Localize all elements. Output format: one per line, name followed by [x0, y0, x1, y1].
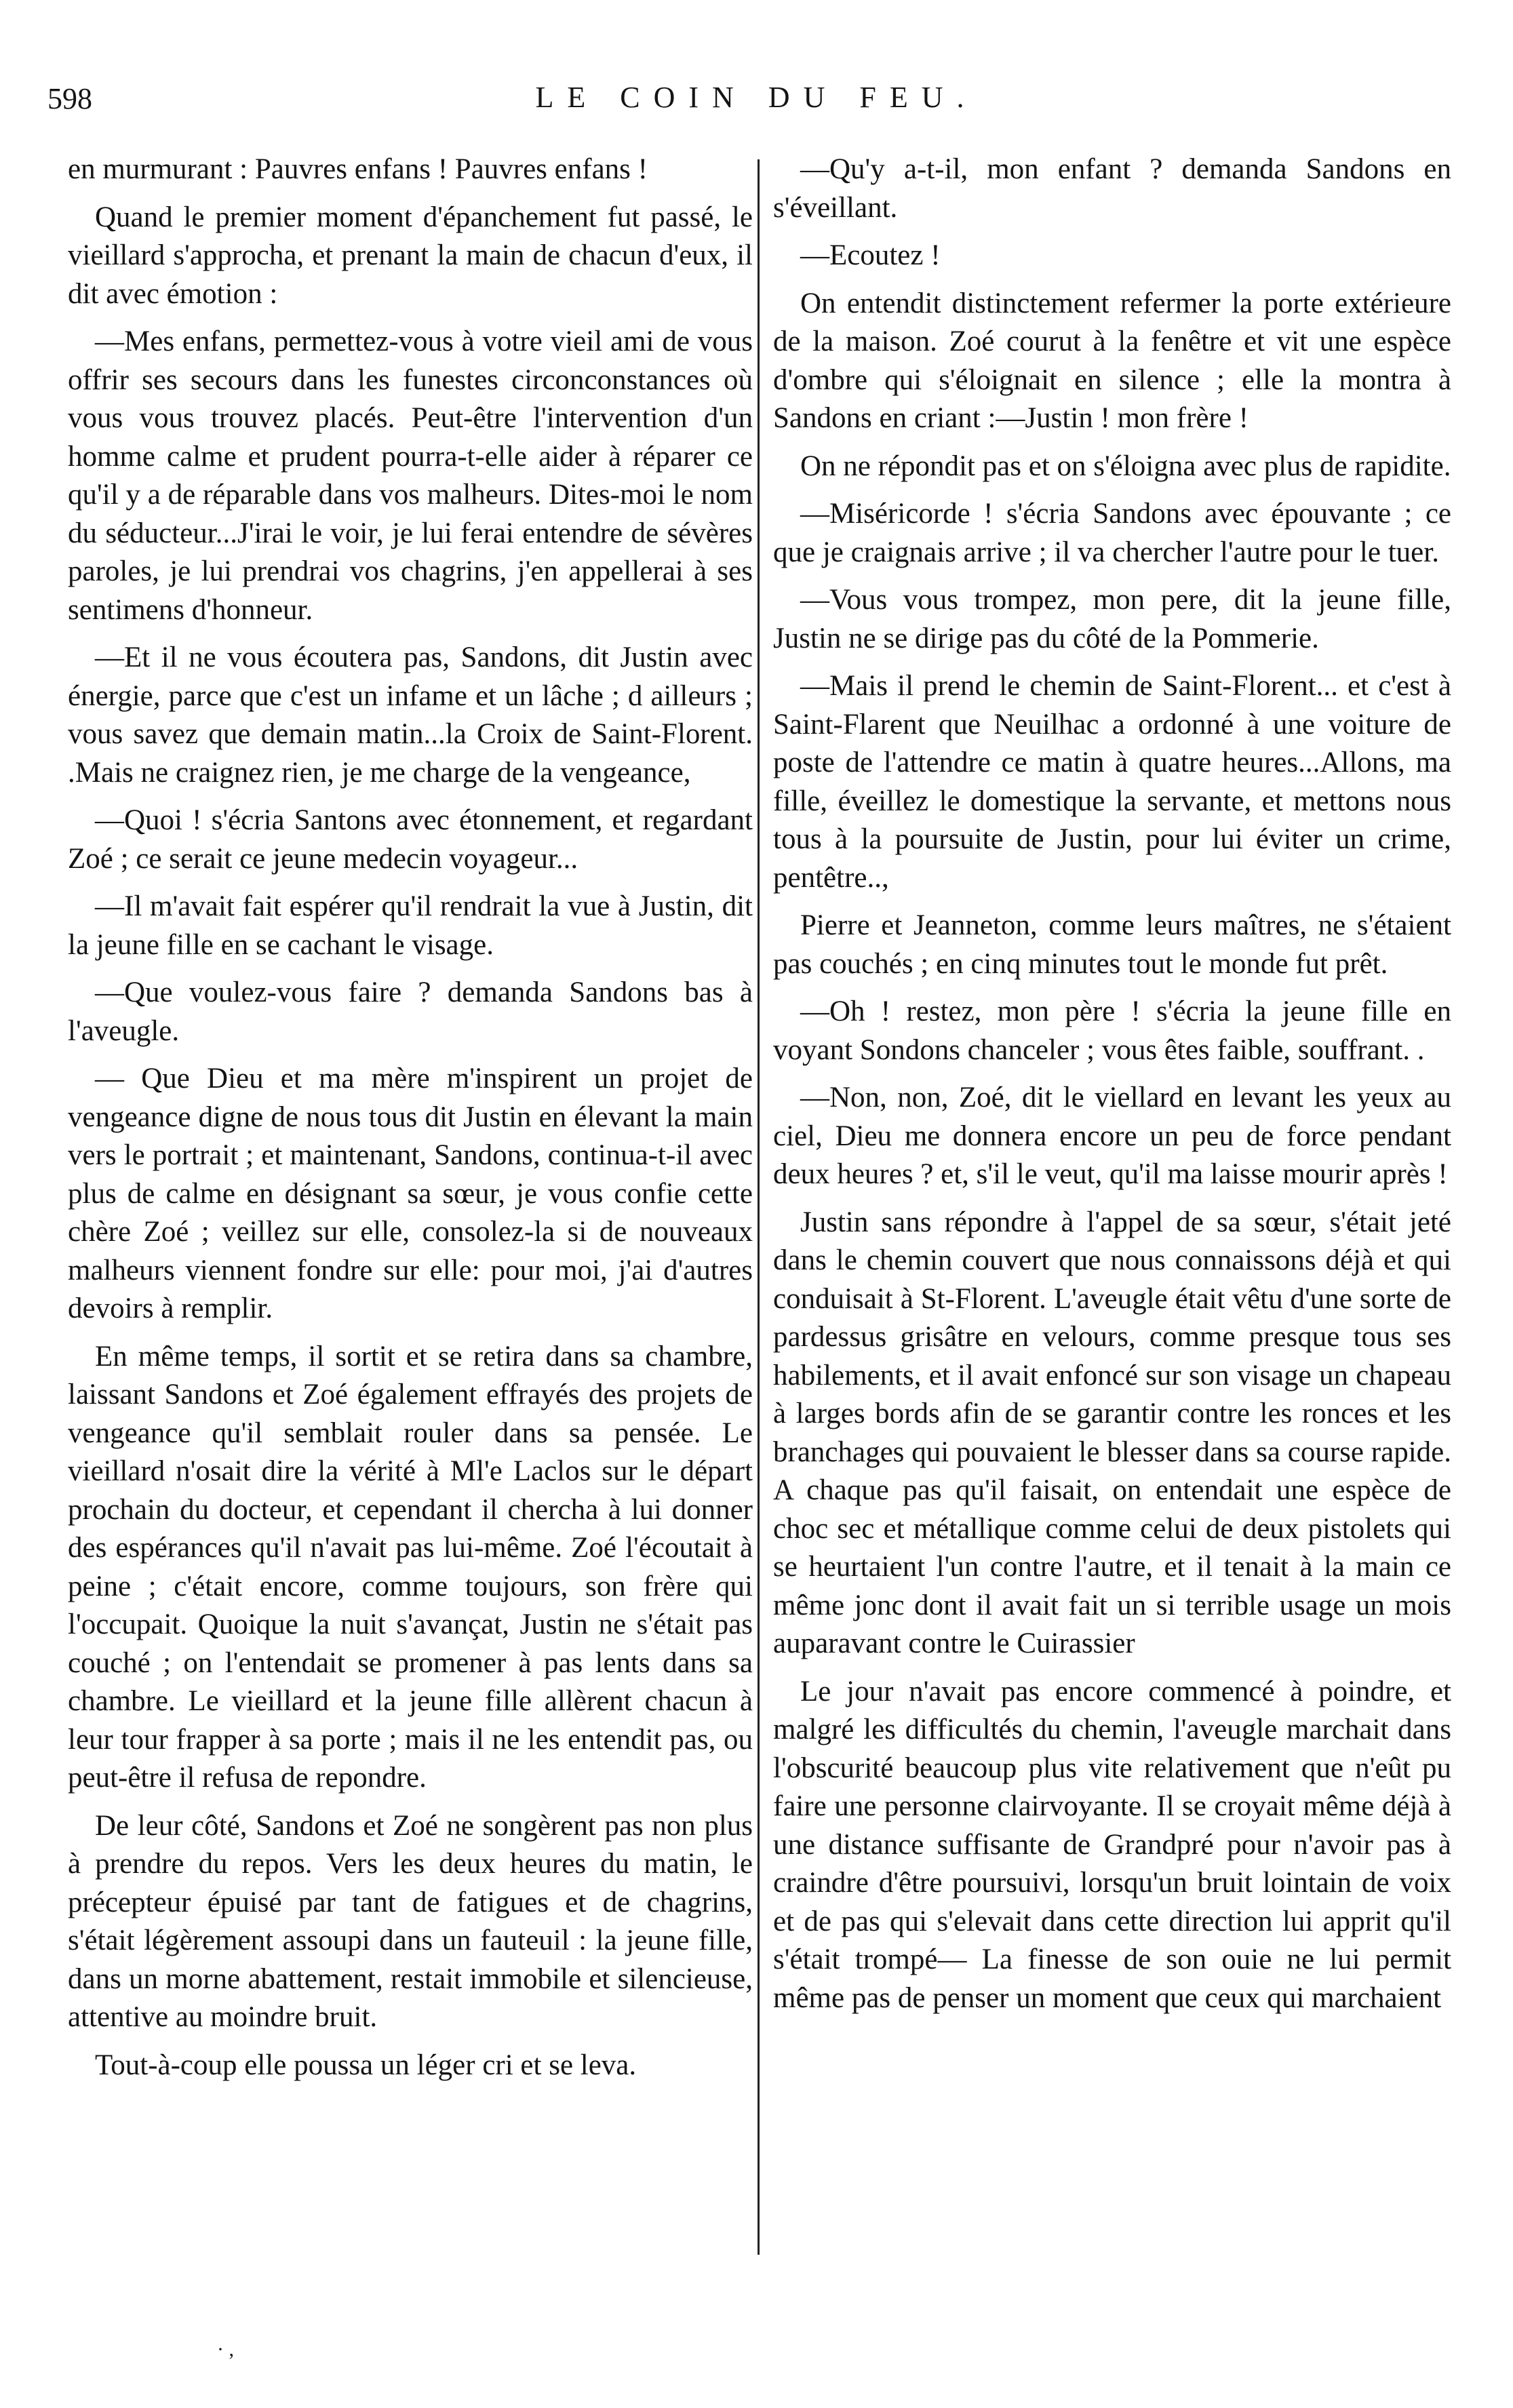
paragraph: —Oh ! restez, mon père ! s'écria la jeune fille en voyant Sondons chanceler ; vous êtes faible, souffrant. .	[773, 995, 1451, 1066]
paragraph: On entendit distinctement refermer la porte extérieure de la maison. Zoé courut à la fenêtre et vit une espèce d'ombre qui s'éloignait en silence ; elle la montra à Sandons en criant :—Justin ! mon frère !	[773, 287, 1451, 434]
paragraph: Le jour n'avait pas encore commencé à poindre, et malgré les difficultés du chemin, l'aveugle marchait dans l'obscurité beaucoup plus vite relativement que n'eût pu faire une personne clairvoyante. Il se croyait même déjà à une distance suffisante de Grandpré pour n'avoir pas à craindre d'être poursuivi, lorsqu'un bruit lointain de voix et de pas qui s'elevait dans cette direction lui apprit qu'il s'était trompé— La finesse de son ouie ne lui permit même pas de penser un moment que ceux qui marchaient	[773, 1675, 1451, 2014]
paragraph: — Que Dieu et ma mère m'inspirent un projet de vengeance digne de nous tous dit Justin en élevant la main vers le portrait ; et maintenant, Sandons, continua-t-il avec plus de calme en désignant sa sœur, je vous confie cette chère Zoé ; veillez sur elle, consolez-la si de nouveaux malheurs viennent fondre sur elle: pour moi, j'ai d'autres devoirs à remplir.	[68, 1063, 753, 1324]
paragraph: —Mes enfans, permettez-vous à votre vieil ami de vous offrir ses secours dans les funestes circonconstances où vous vous trouvez placés. Peut-être l'intervention d'un homme calme et prudent pourra-t-elle aider à réparer ce qu'il y a de réparable dans vos malheurs. Dites-moi le nom du séducteur...J'irai le voir, je lui ferai entendre de sévères paroles, je lui prendrai vos chagrins, j'en appellerai à ses sentimens d'honneur.	[68, 325, 753, 626]
paragraph: Pierre et Jeanneton, comme leurs maîtres, ne s'étaient pas couchés ; en cinq minutes tout le monde fut prêt.	[773, 909, 1451, 980]
paragraph: en murmurant : Pauvres enfans ! Pauvres enfans !	[68, 153, 648, 185]
paragraph: —Il m'avait fait espérer qu'il rendrait la vue à Justin, dit la jeune fille en se cachant le visage.	[68, 890, 753, 961]
paragraph: —Quoi ! s'écria Santons avec étonnement, et regardant Zoé ; ce serait ce jeune medecin voyageur...	[68, 804, 753, 875]
paragraph: —Et il ne vous écoutera pas, Sandons, dit Justin avec énergie, parce que c'est un infame et un lâche ; d ailleurs ; vous savez que demain matin...la Croix de Saint-Florent. .Mais ne craignez rien, je me charge de la vengeance,	[68, 642, 753, 789]
paragraph: —Ecoutez !	[800, 239, 941, 271]
paragraph: En même temps, il sortit et se retira dans sa chambre, laissant Sandons et Zoé également effrayés des projets de vengeance qu'il semblait rouler dans sa pensée. Le vieillard n'osait dire la vérité à Ml'e Laclos sur le départ prochain du docteur, et cependant il chercha à lui donner des espérances qu'il n'avait pas lui-même. Zoé l'écoutait à peine ; c'était encore, comme toujours, son frère qui l'occupait. Quoique la nuit s'avançat, Justin ne s'était pas couché ; on l'entendait se promener à pas lents dans sa chambre. Le vieillard et la jeune fille allèrent chacun à leur tour frapper à sa porte ; mais il ne les entendit pas, ou peut-être il refusa de repondre.	[68, 1340, 753, 1794]
paragraph: —Mais il prend le chemin de Saint-Florent... et c'est à Saint-Flarent que Neuilhac a ordonné à une voiture de poste de l'attendre ce matin à quatre heures...Allons, ma fille, éveillez le domestique la servante, et mettons nous tous à la poursuite de Justin, pour lui éviter un crime, pentêtre..,	[773, 670, 1451, 894]
page-header	[0, 75, 1513, 136]
right-column	[773, 151, 1451, 2027]
page-number: 598	[47, 82, 92, 115]
paragraph: De leur côté, Sandons et Zoé ne songèrent pas non plus à prendre du repos. Vers les deux heures du matin, le précepteur épuisé par tant de fatigues et de chagrins, s'était légèrement assoupi dans un fauteuil : la jeune fille, dans un morne abattement, restait immobile et silencieuse, attentive au moindre bruit.	[68, 1809, 753, 2033]
paragraph: —Vous vous trompez, mon pere, dit la jeune fille, Justin ne se dirige pas du côté de la Pommerie.	[773, 584, 1451, 654]
paragraph: —Miséricorde ! s'écria Sandons avec épouvante ; ce que je craignais arrive ; il va chercher l'autre pour le tuer.	[773, 498, 1451, 568]
paragraph: Justin sans répondre à l'appel de sa sœur, s'était jeté dans le chemin couvert que nous connaissons déjà et qui conduisait à St-Florent. L'aveugle était vêtu d'une sorte de pardessus grisâtre en velours, comme presque tous ses habilements, et il avait enfoncé sur son visage un chapeau à larges bords afin de se garantir contre les ronces et les branchages qui pouvaient le blesser dans sa course rapide. A chaque pas qu'il faisait, on entendait une espèce de choc sec et métallique comme celui de deux pistolets qui se heurtaient l'un contre l'autre, et il tenait à la main ce même jonc dont il avait fait un si terrible usage un mois auparavant contre le Cuirassier	[773, 1206, 1451, 1659]
paragraph: On ne répondit pas et on s'éloigna avec plus de rapidite.	[800, 450, 1451, 482]
footer-mark: · ,	[217, 2338, 234, 2361]
column-divider	[758, 159, 760, 2255]
running-title: LE COIN DU FEU.	[535, 81, 978, 114]
paragraph: —Qu'y a-t-il, mon enfant ? demanda Sandons en s'éveillant.	[773, 153, 1451, 224]
paragraph: Quand le premier moment d'épanchement fut passé, le vieillard s'approcha, et prenant la main de chacun d'eux, il dit avec émotion :	[68, 201, 753, 310]
paragraph: Tout-à-coup elle poussa un léger cri et se leva.	[95, 2049, 637, 2081]
paragraph: —Non, non, Zoé, dit le viellard en levant les yeux au ciel, Dieu me donnera encore un peu de force pendant deux heures ? et, s'il le veut, qu'il ma laisse mourir après !	[773, 1082, 1451, 1190]
left-column	[68, 151, 753, 2094]
paragraph: —Que voulez-vous faire ? demanda Sandons bas à l'aveugle.	[68, 976, 753, 1047]
